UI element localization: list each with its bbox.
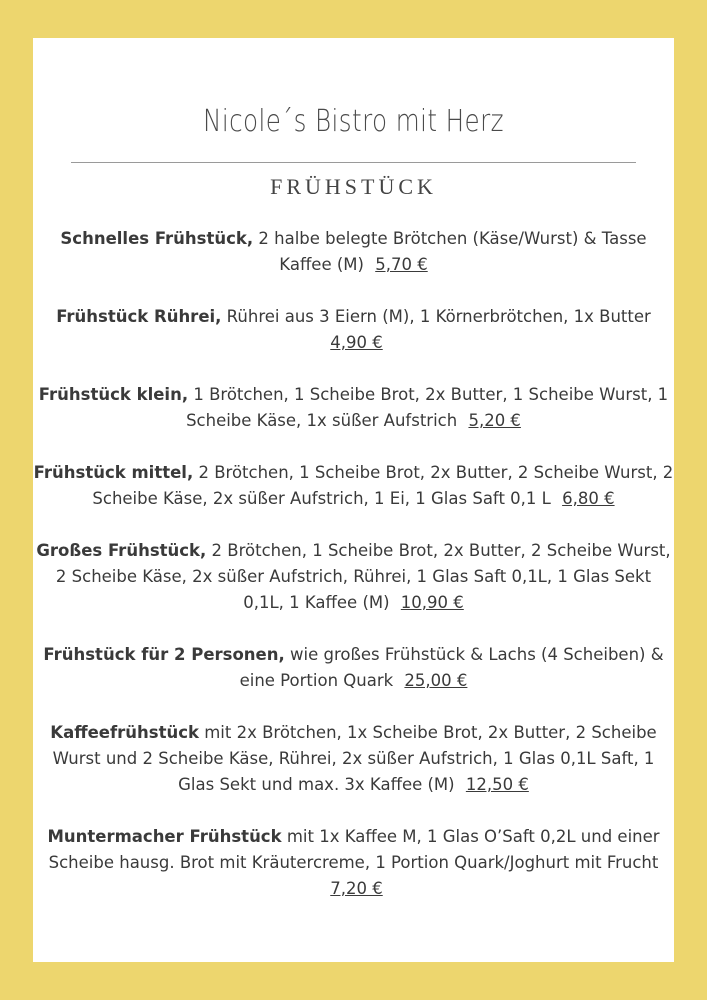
item-price: 25,00 € [404, 671, 468, 690]
menu-item [33, 824, 674, 902]
item-description: wie großes Frühstück & Lachs (4 Scheiben) & eine Portion Quark [239, 645, 664, 690]
item-price: 5,20 € [468, 411, 521, 430]
title-divider [71, 162, 636, 163]
menu-page [33, 38, 674, 962]
item-name: Frühstück klein, [38, 385, 189, 404]
restaurant-title: Nicole´s Bistro mit Herz [203, 104, 504, 139]
item-name: Kaffeefrühstück [50, 723, 199, 742]
item-price: 12,50 € [465, 775, 529, 794]
menu-item [33, 720, 674, 798]
menu-item [33, 304, 674, 356]
item-description: 2 halbe belegte Brötchen (Käse/Wurst) & Tasse Kaffee (M) [253, 229, 647, 274]
item-price: 7,20 € [330, 879, 383, 898]
item-description: Rührei aus 3 Eiern (M), 1 Körnerbrötchen, 1x Butter [221, 307, 651, 326]
item-description: 2 Brötchen, 1 Scheibe Brot, 2x Butter, 2 Scheibe Wurst, 2 Scheibe Käse, 2x süßer Aufstrich, 1 Ei, 1 Glas Saft 0,1 L [92, 463, 674, 508]
item-description: 2 Brötchen, 1 Scheibe Brot, 2x Butter, 2 Scheibe Wurst, 2 Scheibe Käse, 2x süßer Aufstrich, Rührei, 1 Glas Saft 0,1L, 1 Glas Sekt 0,1L, 1 Kaffee (M) [55, 541, 671, 612]
menu-items [33, 226, 674, 928]
item-description: mit 2x Brötchen, 1x Scheibe Brot, 2x Butter, 2 Scheibe Wurst und 2 Scheibe Käse, Rührei, 2x süßer Aufstrich, 1 Glas 0,1L Saft, 1 Glas Sekt und max. 3x Kaffee (M) [52, 723, 657, 794]
item-price: 5,70 € [375, 255, 428, 274]
menu-item [33, 382, 674, 434]
menu-item [33, 642, 674, 694]
item-name: Muntermacher Frühstück [47, 827, 282, 846]
item-price: 6,80 € [562, 489, 615, 508]
item-name: Schnelles Frühstück, [60, 229, 254, 248]
item-description: 1 Brötchen, 1 Scheibe Brot, 2x Butter, 1 Scheibe Wurst, 1 Scheibe Käse, 1x süßer Aufstrich [186, 385, 669, 430]
item-name: Frühstück für 2 Personen, [43, 645, 285, 664]
item-name: Frühstück Rührei, [56, 307, 222, 326]
section-title: FRÜHSTÜCK [270, 174, 437, 199]
item-name: Großes Frühstück, [36, 541, 207, 560]
item-name: Frühstück mittel, [33, 463, 194, 482]
item-price: 10,90 € [400, 593, 464, 612]
item-description: mit 1x Kaffee M, 1 Glas O’Saft 0,2L und einer Scheibe hausg. Brot mit Kräutercreme, 1 Portion Quark/Joghurt mit Frucht [48, 827, 660, 872]
menu-item [33, 538, 674, 616]
item-price: 4,90 € [330, 333, 383, 352]
menu-item [33, 226, 674, 278]
menu-item [33, 460, 674, 512]
